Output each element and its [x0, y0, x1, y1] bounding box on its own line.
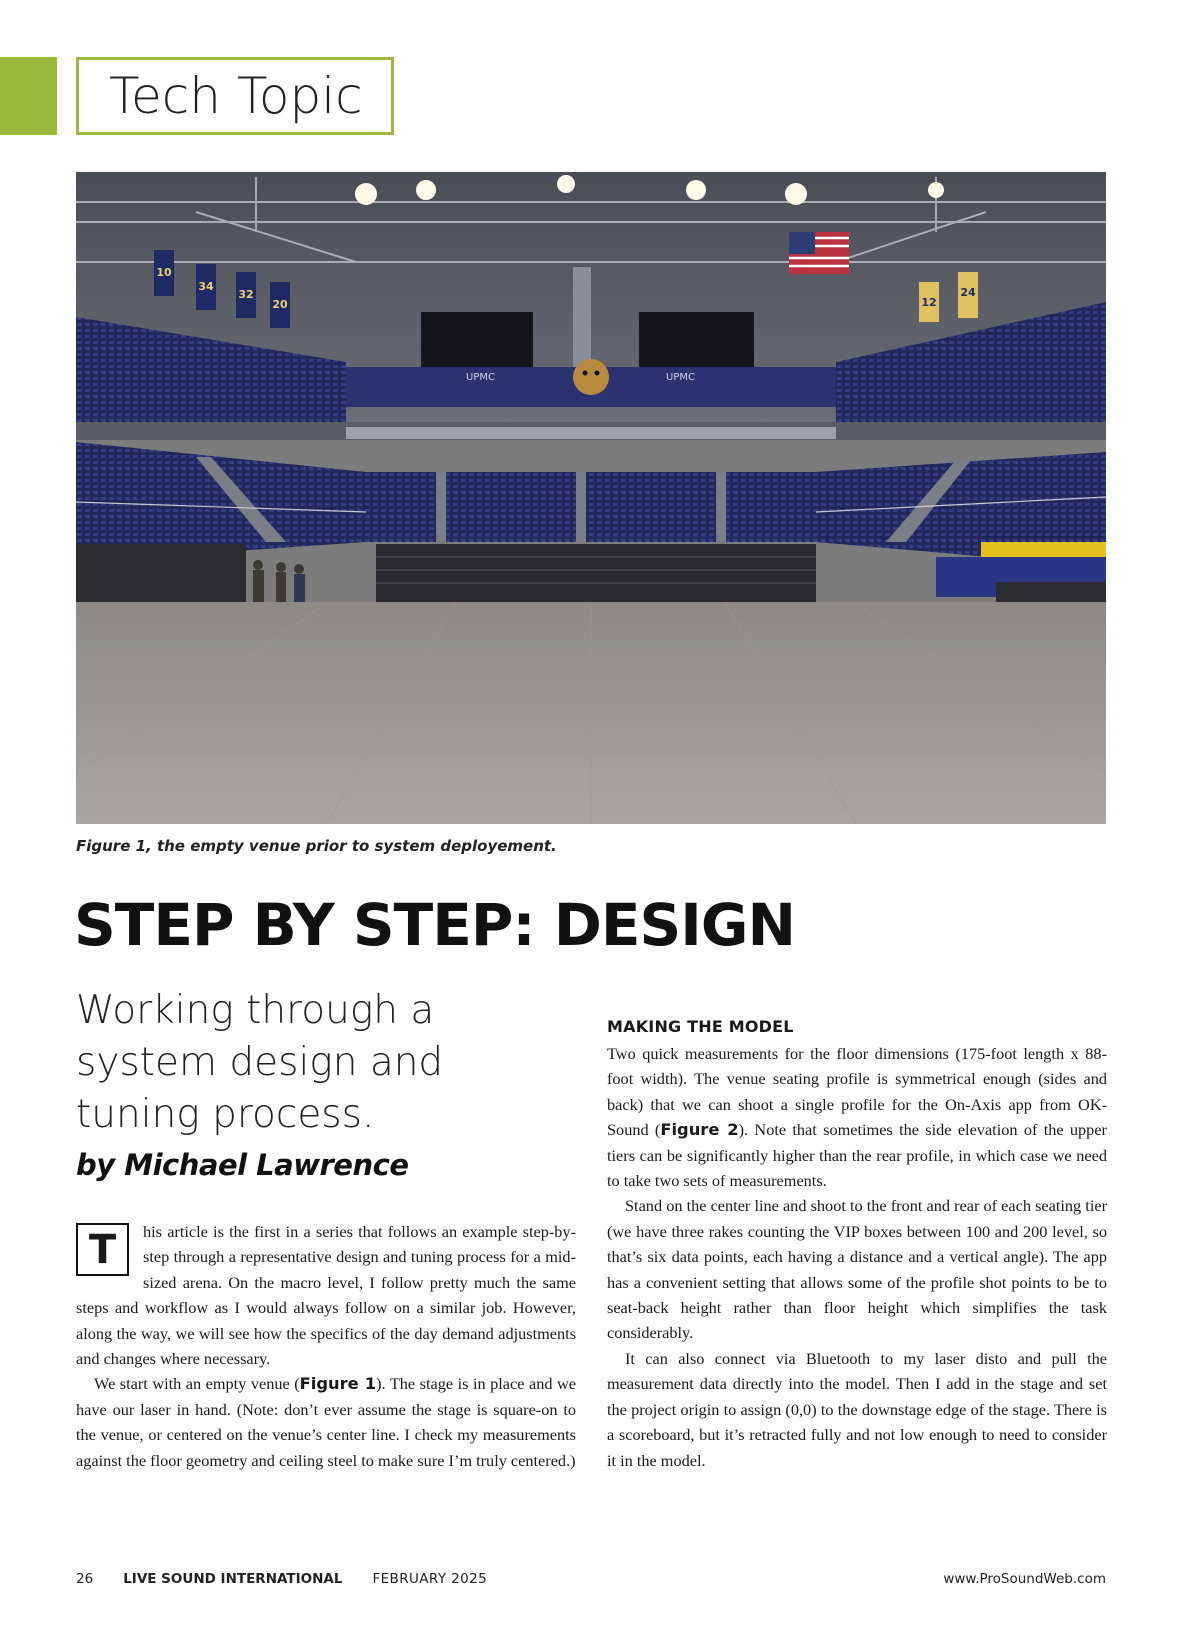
website-link[interactable]: www.ProSoundWeb.com	[943, 1571, 1106, 1587]
figure-reference: Figure 1	[299, 1374, 377, 1394]
paragraph: Stand on the center line and shoot to the front and rear of each seating tier (we have three rakes counting the VIP boxes between 100 and 200 level, so that’s six data points, each having a distance and a vertical angle). The app has a convenient setting that allows some of the profile shot points to be to seat-back height rather than floor height which simplifies the task considerably.	[607, 1196, 1107, 1343]
paragraph	[607, 1041, 1107, 1193]
banner-number: 32	[238, 288, 254, 301]
figure-reference: Figure 2	[660, 1120, 739, 1140]
banner-number: 20	[272, 298, 288, 311]
arena-photo	[76, 172, 1106, 824]
figure-caption: Figure 1, the empty venue prior to system deployement.	[76, 837, 557, 855]
headline: STEP BY STEP: DESIGN	[74, 891, 796, 959]
arena-photo-icon	[76, 172, 1106, 824]
paragraph-text: his article is the first in a series that follows an example step-by-step through a representative design and tuning process for a mid-sized arena. On the macro level, I follow pretty much the same steps and workflow as I would always follow on a similar job. However, along the way, we will see how the specifics of the day demand adjustments and changes where necessary.	[76, 1222, 576, 1369]
paragraph-text: Two quick measurements for the floor dimensions (175-foot length x 88-foot width). The venue seating profile is symmetrical enough (sides and back) that we can shoot a single profile for the On-Axis app from OK-Sound (	[607, 1044, 1107, 1140]
paragraph-text: ). The stage is in place and we have our laser in hand. (Note: don’t ever assume the stage is square-on to the venue, or centered on the venue’s center line. I check my measurements against the floor geometry and ceiling steel to make sure I’m truly centered.)	[76, 1374, 576, 1470]
paragraph-text: We start with an empty venue (	[94, 1374, 300, 1394]
banner-number: 34	[198, 280, 214, 293]
banner-number: 24	[960, 286, 976, 299]
column-right	[607, 1016, 1107, 1473]
column-left	[76, 1219, 576, 1473]
banner-number: 10	[156, 266, 172, 279]
page-number: 26	[76, 1571, 94, 1587]
section-accent-bar	[0, 57, 57, 135]
dropcap: T	[76, 1223, 129, 1276]
paragraph: It can also connect via Bluetooth to my laser disto and pull the measurement data directly into the model. Then I add in the stage and set the project origin to assign (0,0) to the downstage edge of the stage. There is a scoreboard, but it’s retracted fully and not low enough to need to consider it in the model.	[607, 1348, 1107, 1470]
paragraph-text: ). Note that sometimes the side elevation of the upper tiers can be significantly higher than the rear profile, in which case we need to take two sets of measurements.	[607, 1120, 1107, 1191]
byline: by Michael Lawrence	[76, 1148, 409, 1182]
paragraph	[76, 1219, 576, 1371]
page-footer	[76, 1571, 1106, 1587]
banner-number: 12	[921, 296, 937, 309]
magazine-name: LIVE SOUND INTERNATIONAL	[123, 1571, 343, 1587]
upmc-sign: UPMC	[466, 372, 495, 383]
upmc-sign: UPMC	[666, 372, 695, 383]
deck: Working through a system design and tuning process.	[76, 988, 444, 1137]
section-label: Tech Topic	[76, 57, 394, 135]
section-subhead: MAKING THE MODEL	[607, 1017, 794, 1036]
paragraph	[76, 1371, 576, 1473]
issue-date: FEBRUARY 2025	[372, 1571, 488, 1587]
